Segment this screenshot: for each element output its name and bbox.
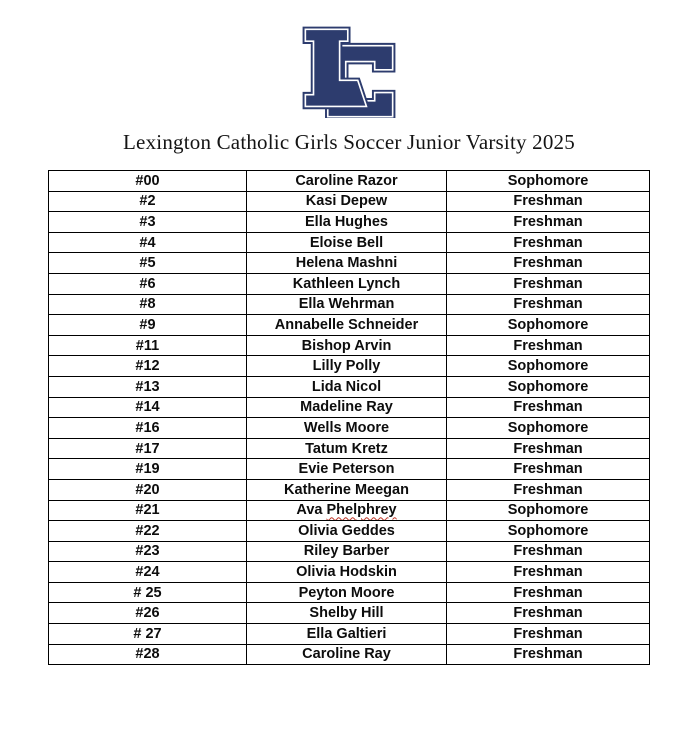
player-name-cell: Caroline Razor [247,171,447,192]
grade-cell: Freshman [447,479,650,500]
jersey-number-cell: #2 [49,191,247,212]
player-name-cell: Katherine Meegan [247,479,447,500]
roster-row [49,171,650,192]
roster-row [49,644,650,665]
player-name-cell: Ella Galtieri [247,624,447,645]
player-name-cell: Wells Moore [247,418,447,439]
jersey-number-cell: #00 [49,171,247,192]
roster-table-body [49,171,650,665]
player-name-cell: Olivia Hodskin [247,562,447,583]
grade-cell: Freshman [447,335,650,356]
player-name-cell: Kasi Depew [247,191,447,212]
jersey-number-cell: #24 [49,562,247,583]
player-name-cell: Kathleen Lynch [247,273,447,294]
roster-row [49,438,650,459]
grade-cell: Sophomore [447,315,650,336]
player-name-cell: Evie Peterson [247,459,447,480]
roster-row [49,624,650,645]
grade-cell: Freshman [447,253,650,274]
roster-row [49,335,650,356]
player-name-cell: Helena Mashni [247,253,447,274]
grade-cell: Freshman [447,294,650,315]
roster-table [48,170,650,665]
grade-cell: Sophomore [447,171,650,192]
player-name-cell: Riley Barber [247,541,447,562]
roster-row [49,191,650,212]
player-name-text: Ava [296,502,327,519]
roster-row [49,212,650,233]
player-name-cell: Madeline Ray [247,397,447,418]
roster-row [49,603,650,624]
grade-cell: Sophomore [447,376,650,397]
roster-row [49,273,650,294]
roster-row [49,541,650,562]
player-name-cell: Olivia Geddes [247,521,447,542]
jersey-number-cell: #13 [49,376,247,397]
roster-row [49,356,650,377]
grade-cell: Sophomore [447,356,650,377]
roster-row [49,582,650,603]
roster-row [49,500,650,521]
player-name-cell: Ella Hughes [247,212,447,233]
player-name-cell [247,500,447,521]
lc-monogram-icon [298,26,400,118]
roster-row [49,232,650,253]
roster-row [49,315,650,336]
roster-row [49,479,650,500]
grade-cell: Freshman [447,603,650,624]
roster-row [49,397,650,418]
jersey-number-cell: #21 [49,500,247,521]
grade-cell: Sophomore [447,418,650,439]
grade-cell: Freshman [447,644,650,665]
player-name-cell: Eloise Bell [247,232,447,253]
jersey-number-cell: #23 [49,541,247,562]
player-name-cell: Lilly Polly [247,356,447,377]
jersey-number-cell: #6 [49,273,247,294]
misspelled-word: Phelphrey [326,502,397,519]
jersey-number-cell: #12 [49,356,247,377]
grade-cell: Freshman [447,273,650,294]
player-name-cell: Caroline Ray [247,644,447,665]
jersey-number-cell: # 27 [49,624,247,645]
jersey-number-cell: #16 [49,418,247,439]
player-name-cell: Tatum Kretz [247,438,447,459]
grade-cell: Freshman [447,624,650,645]
player-name-cell: Shelby Hill [247,603,447,624]
team-logo [0,0,698,118]
jersey-number-cell: #11 [49,335,247,356]
roster-row [49,253,650,274]
jersey-number-cell: #28 [49,644,247,665]
grade-cell: Freshman [447,438,650,459]
roster-row [49,562,650,583]
jersey-number-cell: #17 [49,438,247,459]
grade-cell: Freshman [447,582,650,603]
jersey-number-cell: #20 [49,479,247,500]
player-name-cell: Lida Nicol [247,376,447,397]
jersey-number-cell: #8 [49,294,247,315]
player-name-cell: Ella Wehrman [247,294,447,315]
jersey-number-cell: #4 [49,232,247,253]
jersey-number-cell: # 25 [49,582,247,603]
player-name-cell: Peyton Moore [247,582,447,603]
roster-row [49,459,650,480]
grade-cell: Freshman [447,541,650,562]
jersey-number-cell: #3 [49,212,247,233]
roster-row [49,294,650,315]
grade-cell: Sophomore [447,500,650,521]
roster-row [49,521,650,542]
roster-row [49,418,650,439]
jersey-number-cell: #26 [49,603,247,624]
jersey-number-cell: #22 [49,521,247,542]
grade-cell: Freshman [447,459,650,480]
grade-cell: Freshman [447,191,650,212]
jersey-number-cell: #19 [49,459,247,480]
jersey-number-cell: #9 [49,315,247,336]
roster-row [49,376,650,397]
grade-cell: Freshman [447,397,650,418]
grade-cell: Freshman [447,562,650,583]
grade-cell: Freshman [447,212,650,233]
jersey-number-cell: #5 [49,253,247,274]
page-title: Lexington Catholic Girls Soccer Junior Varsity 2025 [123,130,575,154]
letter-l-shape [306,30,365,105]
player-name-cell: Annabelle Schneider [247,315,447,336]
player-name-cell: Bishop Arvin [247,335,447,356]
grade-cell: Sophomore [447,521,650,542]
jersey-number-cell: #14 [49,397,247,418]
grade-cell: Freshman [447,232,650,253]
